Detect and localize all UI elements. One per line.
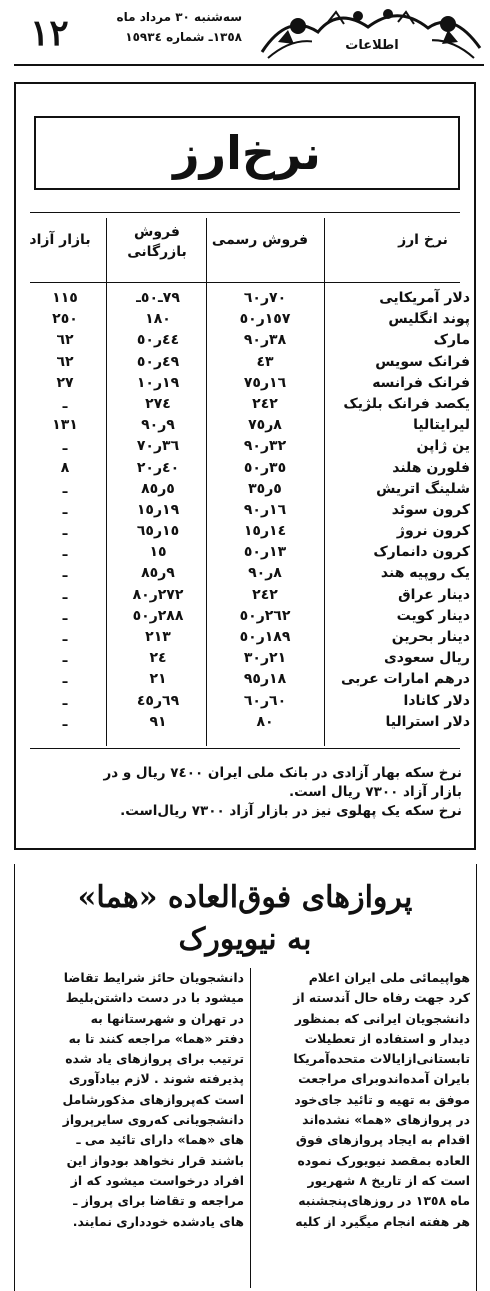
free-market-rate: ـ xyxy=(62,438,68,455)
free-market-rate: ـ xyxy=(62,586,68,603)
free-market-rate: ـ xyxy=(62,607,68,624)
free-market-rate: ـ xyxy=(62,565,68,582)
article-text-line: دانشجویانی که‌روی سایرپرواز xyxy=(62,1112,244,1128)
official-rate: ٨ر٧٥ xyxy=(248,417,282,434)
official-rate: ١٥٧ر٥٠ xyxy=(239,311,291,328)
currency-name: یک روپیه هند xyxy=(380,565,470,582)
table-row xyxy=(30,627,470,648)
commercial-rate: ٩ر٩٠ xyxy=(141,417,175,434)
article-border-left xyxy=(14,864,15,1291)
currency-name: فرانک سویس xyxy=(375,353,470,370)
article-text-line: موفق به تهیه و تائید جای‌خود xyxy=(294,1091,470,1107)
commercial-rate: ٤٤ر٥٠ xyxy=(136,332,180,349)
currency-name: شلینگ اتریش xyxy=(376,480,470,497)
free-market-rate: ـ xyxy=(62,544,68,561)
article-text-line: های «هما» دارای تائید می ـ xyxy=(76,1132,244,1148)
newspaper-logo-icon xyxy=(258,2,484,62)
commercial-rate: ٢١ xyxy=(149,671,167,688)
currency-name: دینار بحرین xyxy=(391,629,470,645)
table-row xyxy=(30,309,470,330)
free-market-rate: ٦٢ xyxy=(56,332,74,349)
table-top-rule xyxy=(30,212,460,213)
table-row xyxy=(30,585,470,606)
currency-name: درهم امارات عربی xyxy=(340,671,470,688)
article-text-line: باشند قرار نخواهد بودواز این xyxy=(66,1152,244,1168)
official-rate: ٨ر٩٠ xyxy=(248,565,282,582)
currency-name: دلار آمریکایی xyxy=(379,290,470,306)
column-header-commercial-sale xyxy=(112,222,202,262)
currency-name: پوند انگلیس xyxy=(388,311,470,328)
currency-name: فرانک فرانسه xyxy=(372,374,470,391)
article-text-line: بایران آمده‌اندوبرای مراجعت xyxy=(298,1071,470,1087)
commercial-rate: ٦٩ر٤٥ xyxy=(136,692,180,709)
official-rate: ٣٢ر٩٠ xyxy=(243,438,287,455)
free-market-rate: ـ xyxy=(62,523,68,540)
table-row xyxy=(30,648,470,669)
article-text-line: است که از تاریخ ٨ شهریور xyxy=(307,1172,470,1188)
article-text-line: پذیرفته شوند . لازم بیادآوری xyxy=(68,1071,244,1087)
masthead-divider xyxy=(14,64,484,66)
official-rate: ٧٠ر٦٠ xyxy=(243,290,287,306)
currency-name: کرون نروژ xyxy=(396,523,470,540)
article-text-line: کرد جهت رفاه حال آندسته از xyxy=(293,990,470,1006)
table-bottom-rule xyxy=(30,748,460,749)
article-text-line: هر هفته انجام میگیرد از کلیه xyxy=(295,1213,470,1229)
currency-name: ین ژاپن xyxy=(416,438,470,455)
official-rate: ٨٠ xyxy=(256,713,274,730)
column-header-official-sale: فروش رسمی xyxy=(211,232,309,248)
currency-name: دینار کویت xyxy=(396,607,470,624)
free-market-rate: ـ xyxy=(62,395,68,412)
commercial-rate: ١٩ر١٠ xyxy=(136,374,180,391)
commercial-rate: ٢٧٤ xyxy=(145,395,171,412)
masthead xyxy=(0,0,490,64)
table-row xyxy=(30,542,470,563)
article-text-line: العاده بمقصد نیویورک نموده xyxy=(297,1152,470,1168)
official-rate: ١٦ر٧٥ xyxy=(243,374,287,391)
article-column-right xyxy=(258,968,470,1232)
issue-date: سه‌شنبه ٣٠ مرداد ماه xyxy=(116,10,242,24)
free-market-rate: ـ xyxy=(62,480,68,497)
article-text-line: در پروازهای «هما» نشده‌اند xyxy=(302,1112,470,1128)
table-row xyxy=(30,352,470,373)
commercial-rate: ٢٨٨ر٥٠ xyxy=(132,607,184,624)
issue-number: ١٣٥٨ـ شماره ١٥٩٣٤ xyxy=(125,30,242,44)
page-number: ١٢ xyxy=(30,12,69,54)
commercial-rate: ١٥ر٦٥ xyxy=(136,523,180,540)
coin-note-line: نرخ سکه یک پهلوی نیز در بازار آزاد ٧٣٠٠ ریال‌است. xyxy=(120,803,462,819)
official-rate: ٢٤٢ xyxy=(252,395,278,412)
table-row xyxy=(30,500,470,521)
free-market-rate: ٨ xyxy=(60,459,70,476)
table-row xyxy=(30,436,470,457)
article-text-line: تابستانی‌ازایالات متحده‌آمریکا xyxy=(293,1051,470,1067)
article-text-line: ماه ١٣٥٨ در روزهای‌پنجشنبه xyxy=(298,1193,470,1209)
article-text-line: افراد درخواست میشود که از xyxy=(70,1172,244,1188)
free-market-rate: ـ xyxy=(62,650,68,667)
table-row xyxy=(30,479,470,500)
currency-name: ریال سعودی xyxy=(383,650,470,667)
commercial-rate: ٣٦ر٧٠ xyxy=(136,438,180,455)
free-market-rate: ـ xyxy=(62,713,68,730)
official-rate: ١٤ر١٥ xyxy=(243,523,287,540)
official-rate: ٣٨ر٩٠ xyxy=(243,332,287,349)
currency-name: دلار استرالیا xyxy=(385,713,470,730)
free-market-rate: ـ xyxy=(62,692,68,709)
currency-name: مارک xyxy=(433,332,470,349)
table-row xyxy=(30,606,470,627)
exchange-rate-rows xyxy=(30,288,470,733)
commercial-rate: ٥ر٨٥ xyxy=(141,480,175,497)
currency-name: فلورن هلند xyxy=(392,459,470,476)
article-text-line: اقدام به ایجاد پروازهای فوق‌ xyxy=(295,1132,470,1148)
article-column-divider xyxy=(250,968,251,1288)
free-market-rate: ١٣١ xyxy=(52,417,78,434)
free-market-rate: ٦٢ xyxy=(56,353,74,370)
currency-name: دلار کانادا xyxy=(403,692,470,709)
coin-price-note xyxy=(34,764,462,821)
article-text-line: دفتر «هما» مراجعه کنند تا به xyxy=(68,1030,244,1046)
exchange-rate-title: نرخ‌ارز xyxy=(173,126,321,180)
official-rate: ٥ر٣٥ xyxy=(248,480,282,497)
commercial-rate: ١٥ xyxy=(149,544,167,561)
table-row xyxy=(30,330,470,351)
table-row xyxy=(30,669,470,690)
official-rate: ١٨٩ر٥٠ xyxy=(239,629,291,645)
commercial-rate: ٧٩ـ٥٠ـ xyxy=(136,290,180,306)
official-rate: ٤٣ xyxy=(256,353,274,370)
commercial-rate: ٢٤ xyxy=(149,650,167,667)
official-rate: ٢٤٢ xyxy=(252,586,278,603)
article-text-line: ترتیب برای پروازهای یاد شده xyxy=(65,1051,244,1067)
commercial-rate: ٩ر٨٥ xyxy=(141,565,175,582)
article-text-line: دانشجویان حائز شرایط تقاضا xyxy=(63,970,244,985)
currency-name: دینار عراق xyxy=(398,586,470,603)
article-text-line: های یادشده خودداری نمایند. xyxy=(72,1213,244,1229)
newspaper-name: اطلاعات xyxy=(312,38,432,53)
currency-name: یکصد فرانک بلژیک xyxy=(343,395,470,412)
article-column-left xyxy=(22,968,244,1232)
table-row xyxy=(30,563,470,584)
article-text-line: در تهران و شهرستانها به xyxy=(90,1010,244,1026)
commercial-rate: ٢١٣ xyxy=(145,629,171,645)
column-header-commercial-line1: فروش xyxy=(134,224,180,240)
column-header-commercial-line2: بازرگانی xyxy=(127,244,187,260)
commercial-rate: ١٩ر١٥ xyxy=(136,501,180,518)
free-market-rate: ـ xyxy=(62,629,68,645)
official-rate: ١٦ر٩٠ xyxy=(243,501,287,518)
coin-note-line: نرخ سکه بهار آزادی در بانک ملی ایران ٧٤٠٠ ریال و در xyxy=(103,765,462,781)
free-market-rate: ٢٥٠ xyxy=(52,311,78,328)
free-market-rate: ـ xyxy=(62,671,68,688)
header-rule xyxy=(30,282,460,283)
commercial-rate: ٢٧٢ر٨٠ xyxy=(132,586,184,603)
column-header-currency: نرخ ارز xyxy=(398,232,448,248)
article-text-line: هواپیمائی ملی ایران اعلام xyxy=(308,970,470,985)
free-market-rate: ١١٥ xyxy=(52,290,78,306)
official-rate: ٢٦٢ر٥٠ xyxy=(239,607,291,624)
commercial-rate: ٤٠ر٢٠ xyxy=(136,459,180,476)
article-text-line: دانشجویان ایرانی که بمنظور xyxy=(294,1010,470,1026)
official-rate: ٣٥ر٥٠ xyxy=(243,459,287,476)
coin-note-line: بازار آزاد ٧٣٠٠ ریال است. xyxy=(289,784,462,800)
currency-name: لیرایتالیا xyxy=(413,417,470,434)
article-text-line: است که‌پروازهای مذکورشامل xyxy=(62,1091,244,1107)
currency-name: کرون سوئد xyxy=(391,501,470,518)
table-row xyxy=(30,458,470,479)
table-row xyxy=(30,394,470,415)
article-text-line: دیدار و استفاده از تعطیلات xyxy=(304,1030,470,1046)
commercial-rate: ٩١ xyxy=(149,713,167,730)
table-row xyxy=(30,691,470,712)
article-text-line: میشود با در دست داشتن‌بلیط xyxy=(65,990,244,1006)
article-text-line: مراجعه و تقاضا برای پرواز ـ xyxy=(73,1193,244,1209)
official-rate: ٦٠ر٦٠ xyxy=(243,692,287,709)
commercial-rate: ٤٩ر٥٠ xyxy=(136,353,180,370)
official-rate: ١٨ر٩٥ xyxy=(243,671,287,688)
table-row xyxy=(30,415,470,436)
column-header-free-market: بازار آزاد xyxy=(29,232,91,248)
article-headline: پروازهای فوق‌العاده «هما» xyxy=(77,880,413,915)
official-rate: ١٣ر٥٠ xyxy=(243,544,287,561)
free-market-rate: ـ xyxy=(62,501,68,518)
article-headline-line2: به نیویورک xyxy=(178,922,312,957)
official-rate: ٢١ر٣٠ xyxy=(243,650,287,667)
table-row xyxy=(30,712,470,733)
table-row xyxy=(30,521,470,542)
free-market-rate: ٢٧ xyxy=(56,374,74,391)
table-row xyxy=(30,373,470,394)
table-row xyxy=(30,288,470,309)
commercial-rate: ١٨٠ xyxy=(145,311,171,328)
article-border-right xyxy=(476,864,477,1291)
currency-name: کرون دانمارک xyxy=(373,544,470,561)
